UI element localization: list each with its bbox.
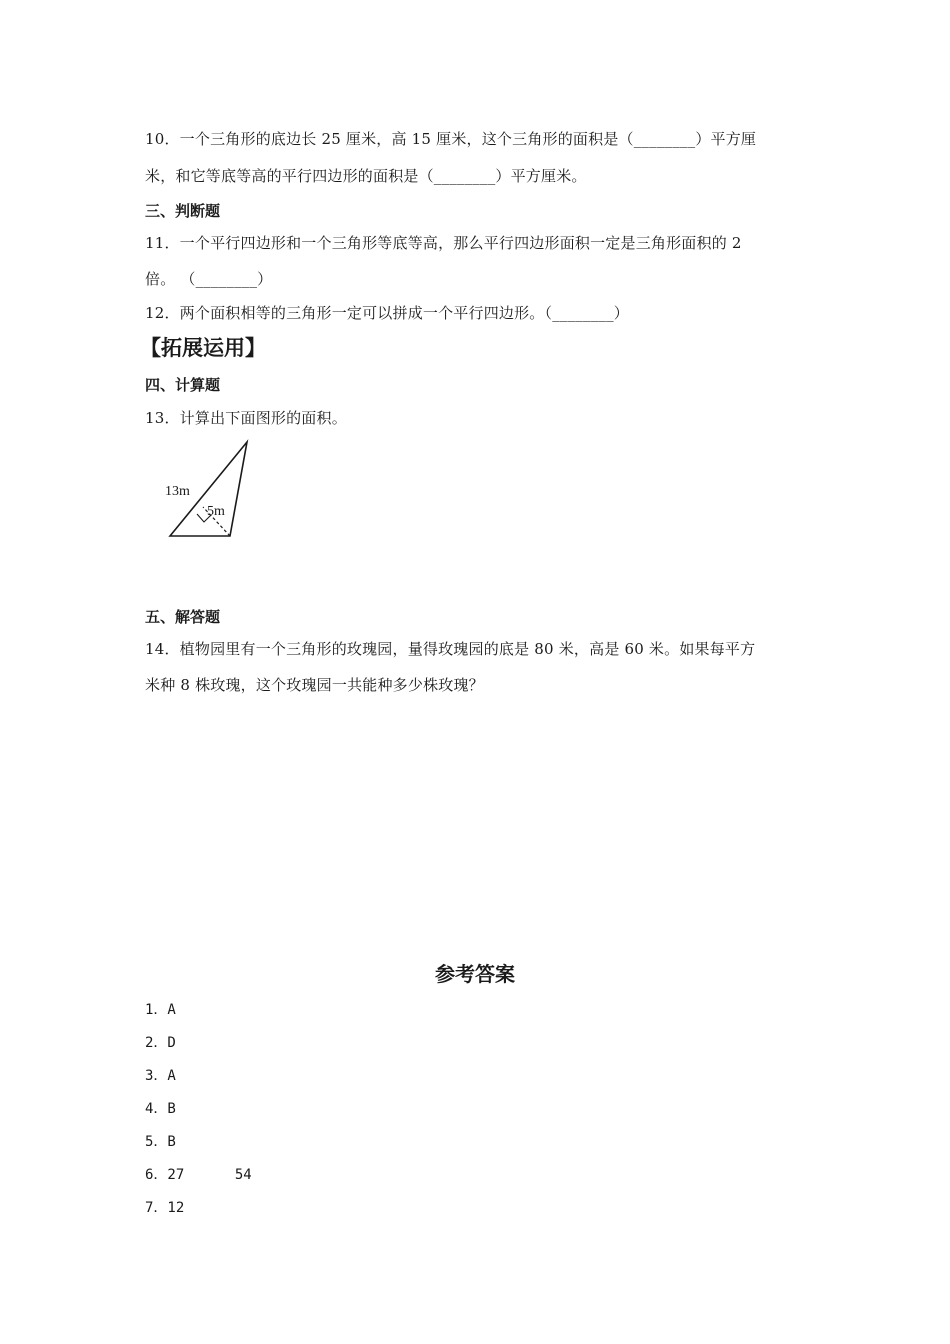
answer-item: 3．A (145, 1068, 176, 1084)
question-11-line-1: 11．一个平行四边形和一个三角形等底等高，那么平行四边形面积一定是三角形面积的 2 (145, 234, 742, 252)
question-13: 13．计算出下面图形的面积。 (145, 409, 347, 427)
extension-section-title: 【拓展运用】 (140, 336, 266, 360)
triangle-figure (160, 436, 260, 546)
answer-item: 7．12 (145, 1200, 185, 1216)
answer-item: 5．B (145, 1134, 176, 1150)
section-heading-calculation: 四、计算题 (145, 376, 221, 394)
question-11-line-2: 倍。 （________） (145, 270, 273, 288)
side-length-label: 13m (165, 484, 190, 499)
answer-item: 4．B (145, 1101, 176, 1117)
answer-item: 2．D (145, 1035, 176, 1051)
section-heading-judgement: 三、判断题 (145, 202, 221, 220)
question-10-line-2: 米，和它等底等高的平行四边形的面积是（________）平方厘米。 (145, 167, 587, 185)
answers-title: 参考答案 (435, 962, 515, 986)
section-heading-answer: 五、解答题 (145, 608, 221, 626)
answer-item: 1．A (145, 1002, 176, 1018)
answer-item: 6．27 54 (145, 1167, 252, 1183)
height-label: 5m (207, 504, 225, 519)
question-12: 12．两个面积相等的三角形一定可以拼成一个平行四边形。（________） (145, 304, 629, 322)
question-10-line-1: 10．一个三角形的底边长 25 厘米，高 15 厘米，这个三角形的面积是（________）平方厘 (145, 130, 757, 148)
question-14-line-1: 14．植物园里有一个三角形的玫瑰园，量得玫瑰园的底是 80 米，高是 60 米。如果每平方 (145, 640, 756, 658)
question-14-line-2: 米种 8 株玫瑰，这个玫瑰园一共能种多少株玫瑰？ (145, 676, 484, 694)
